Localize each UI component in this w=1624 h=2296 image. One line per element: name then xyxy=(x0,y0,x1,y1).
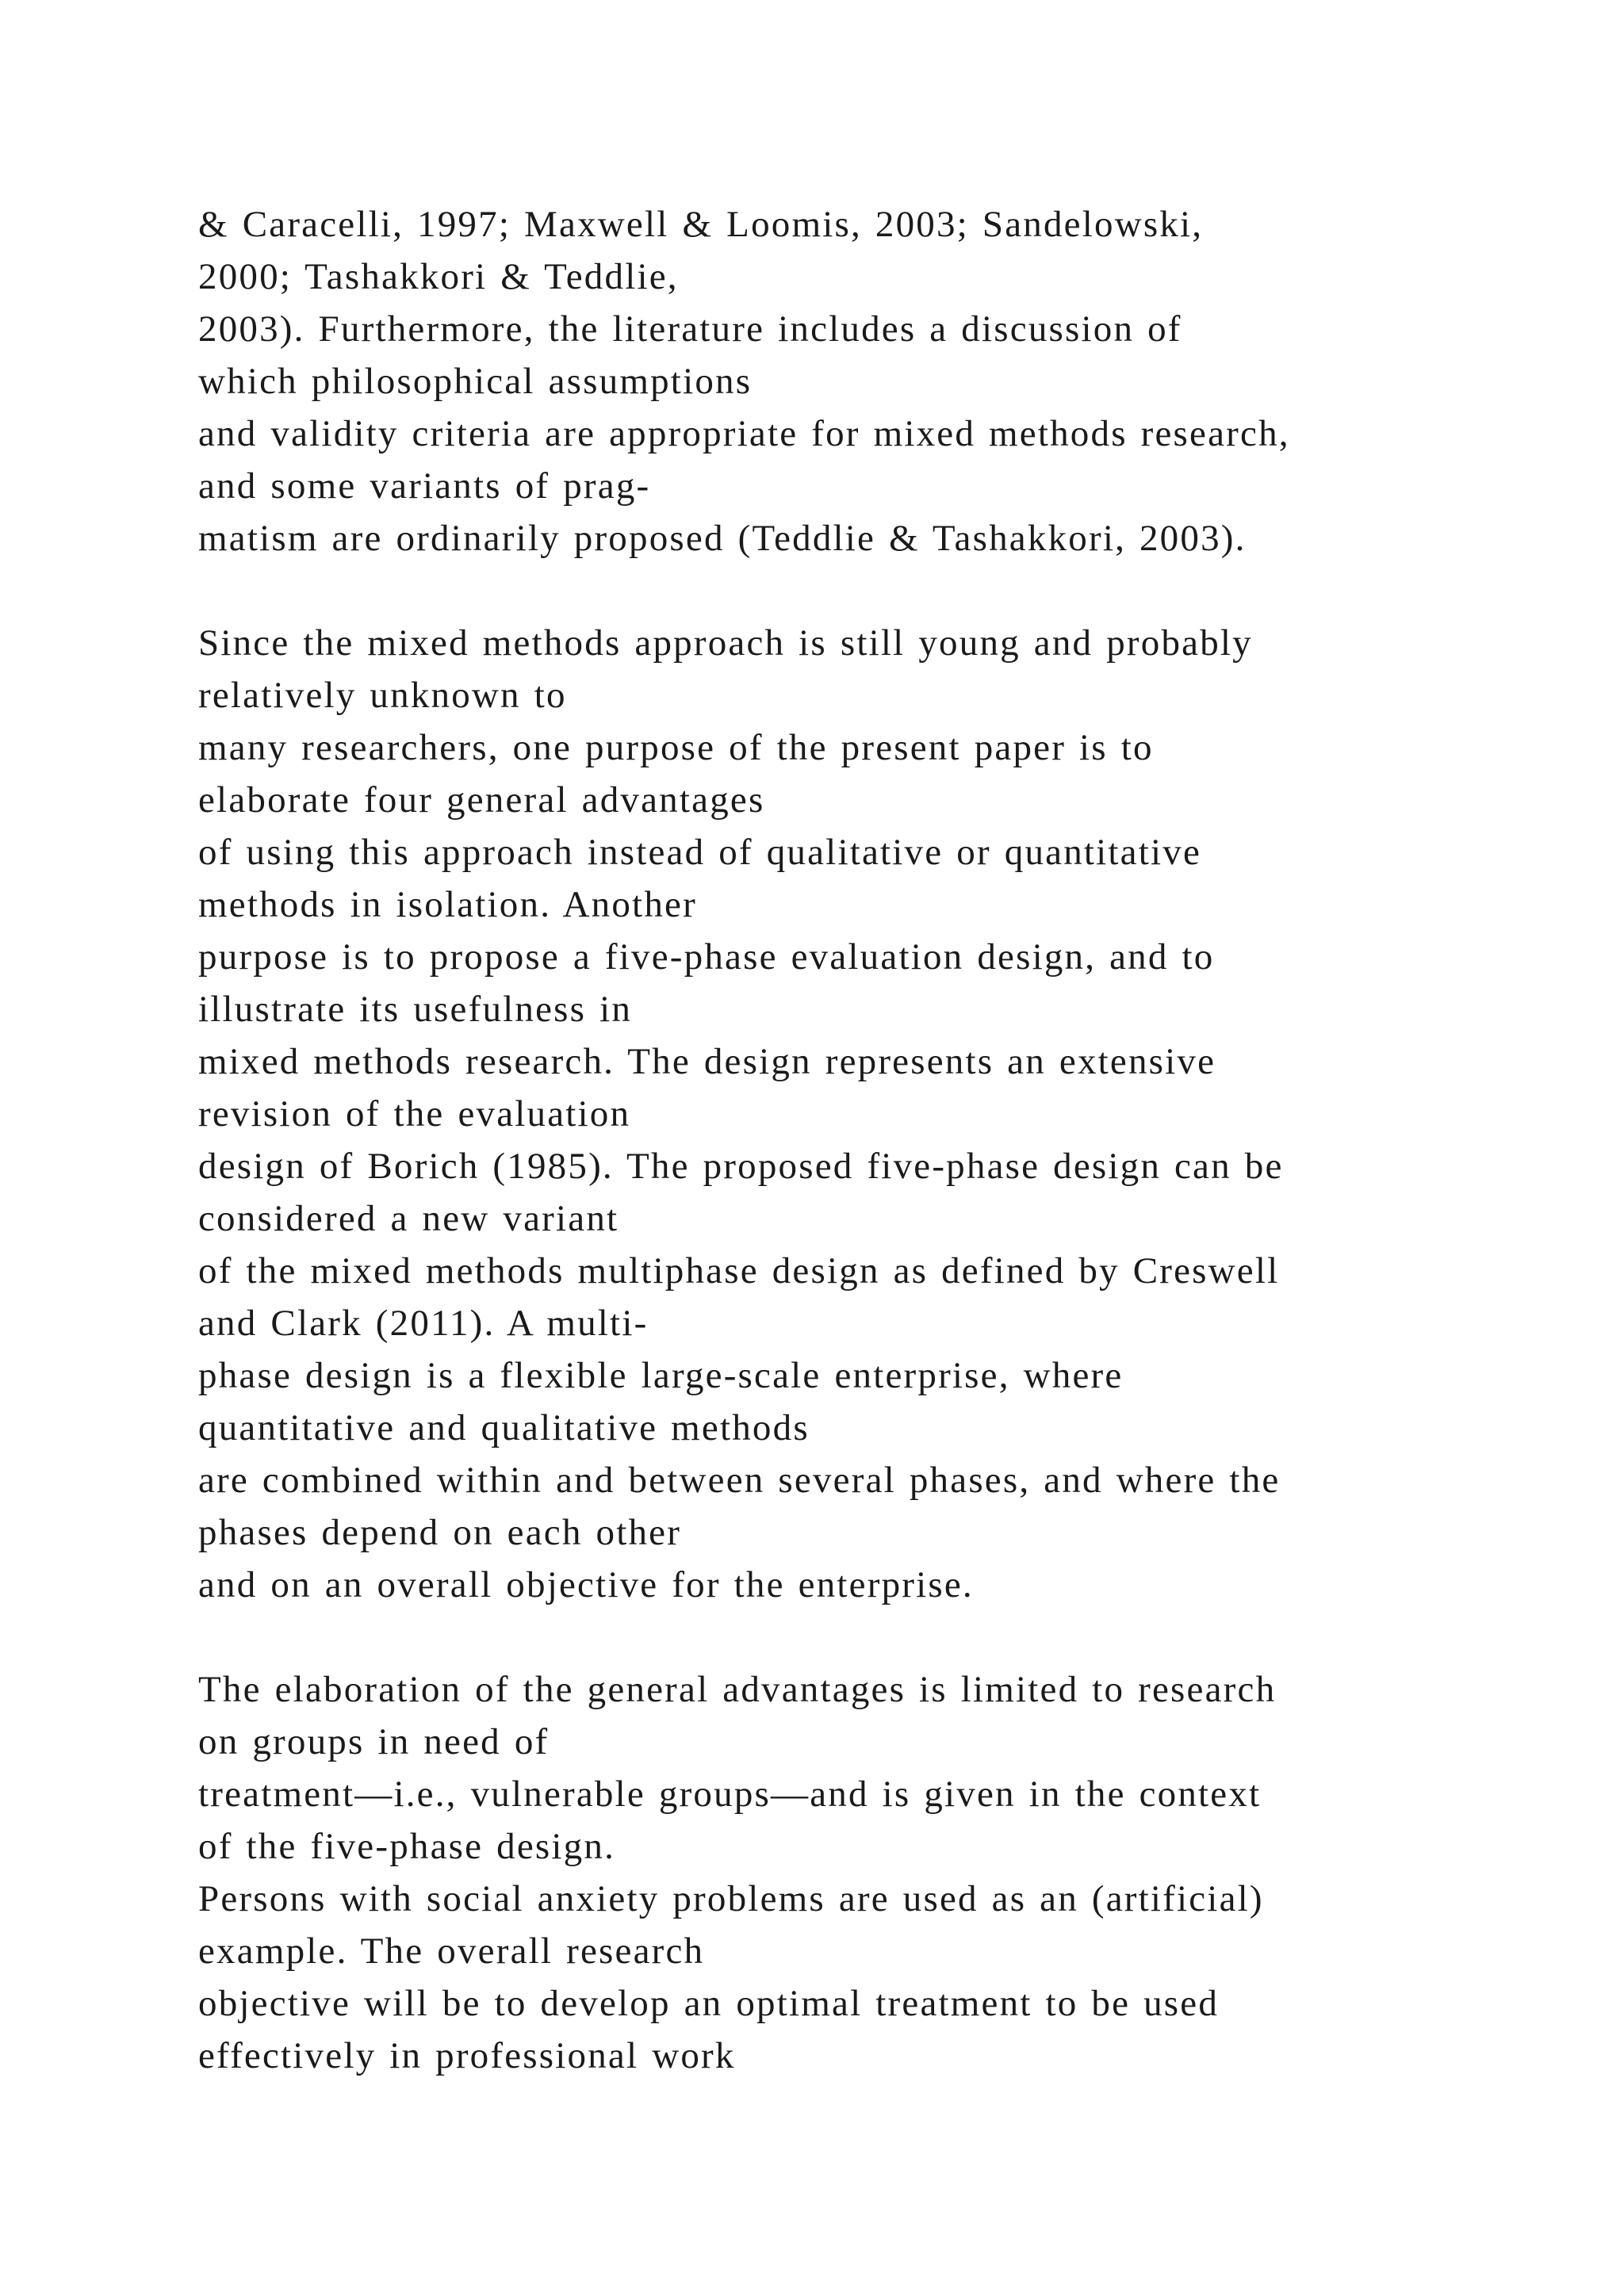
text-line: and on an overall objective for the enterprise. xyxy=(198,1564,974,1605)
text-line: phases depend on each other xyxy=(198,1512,682,1553)
text-line: Persons with social anxiety problems are used as an (artificial) xyxy=(198,1878,1264,1919)
text-line: which philosophical assumptions xyxy=(198,361,753,402)
text-line: & Caracelli, 1997; Maxwell & Loomis, 2003; Sandelowski, xyxy=(198,204,1204,245)
text-line: design of Borich (1985). The proposed five-phase design can be xyxy=(198,1146,1284,1187)
text-line: on groups in need of xyxy=(198,1721,550,1762)
text-line: relatively unknown to xyxy=(198,675,567,716)
text-line: of using this approach instead of qualitative or quantitative xyxy=(198,832,1202,873)
text-line: mixed methods research. The design represents an extensive xyxy=(198,1041,1216,1082)
text-line: The elaboration of the general advantages is limited to research xyxy=(198,1669,1277,1710)
text-line: Since the mixed methods approach is still young and probably xyxy=(198,622,1253,664)
text-line: revision of the evaluation xyxy=(198,1093,631,1135)
paragraph-spacer xyxy=(198,564,1546,617)
paragraph-spacer xyxy=(198,1611,1546,1663)
text-line: and Clark (2011). A multi- xyxy=(198,1303,649,1344)
text-line: considered a new variant xyxy=(198,1198,619,1239)
paragraph-1 xyxy=(198,198,1546,564)
text-line: effectively in professional work xyxy=(198,2035,736,2076)
paragraph-3 xyxy=(198,1663,1546,2082)
text-line: methods in isolation. Another xyxy=(198,884,697,925)
text-line: and some variants of prag- xyxy=(198,465,651,507)
text-line: illustrate its usefulness in xyxy=(198,989,633,1030)
text-line: phase design is a flexible large-scale enterprise, where xyxy=(198,1355,1124,1396)
text-line: matism are ordinarily proposed (Teddlie & Tashakkori, 2003). xyxy=(198,518,1247,559)
text-line: 2003). Furthermore, the literature includes a discussion of xyxy=(198,308,1182,350)
text-line: treatment—i.e., vulnerable groups—and is given in the context xyxy=(198,1774,1262,1815)
text-line: of the mixed methods multiphase design as defined by Creswell xyxy=(198,1250,1280,1292)
text-line: example. The overall research xyxy=(198,1931,705,1972)
document-page xyxy=(198,198,1546,2082)
text-line: purpose is to propose a five-phase evaluation design, and to xyxy=(198,936,1215,978)
text-line: many researchers, one purpose of the present paper is to xyxy=(198,727,1154,768)
text-line: and validity criteria are appropriate for mixed methods research, xyxy=(198,413,1290,454)
text-line: objective will be to develop an optimal treatment to be used xyxy=(198,1983,1220,2024)
paragraph-2 xyxy=(198,617,1546,1611)
text-line: of the five-phase design. xyxy=(198,1826,616,1867)
text-line: quantitative and qualitative methods xyxy=(198,1407,810,1448)
text-line: elaborate four general advantages xyxy=(198,779,765,821)
text-line: are combined within and between several phases, and where the xyxy=(198,1460,1281,1501)
text-line: 2000; Tashakkori & Teddlie, xyxy=(198,256,679,297)
